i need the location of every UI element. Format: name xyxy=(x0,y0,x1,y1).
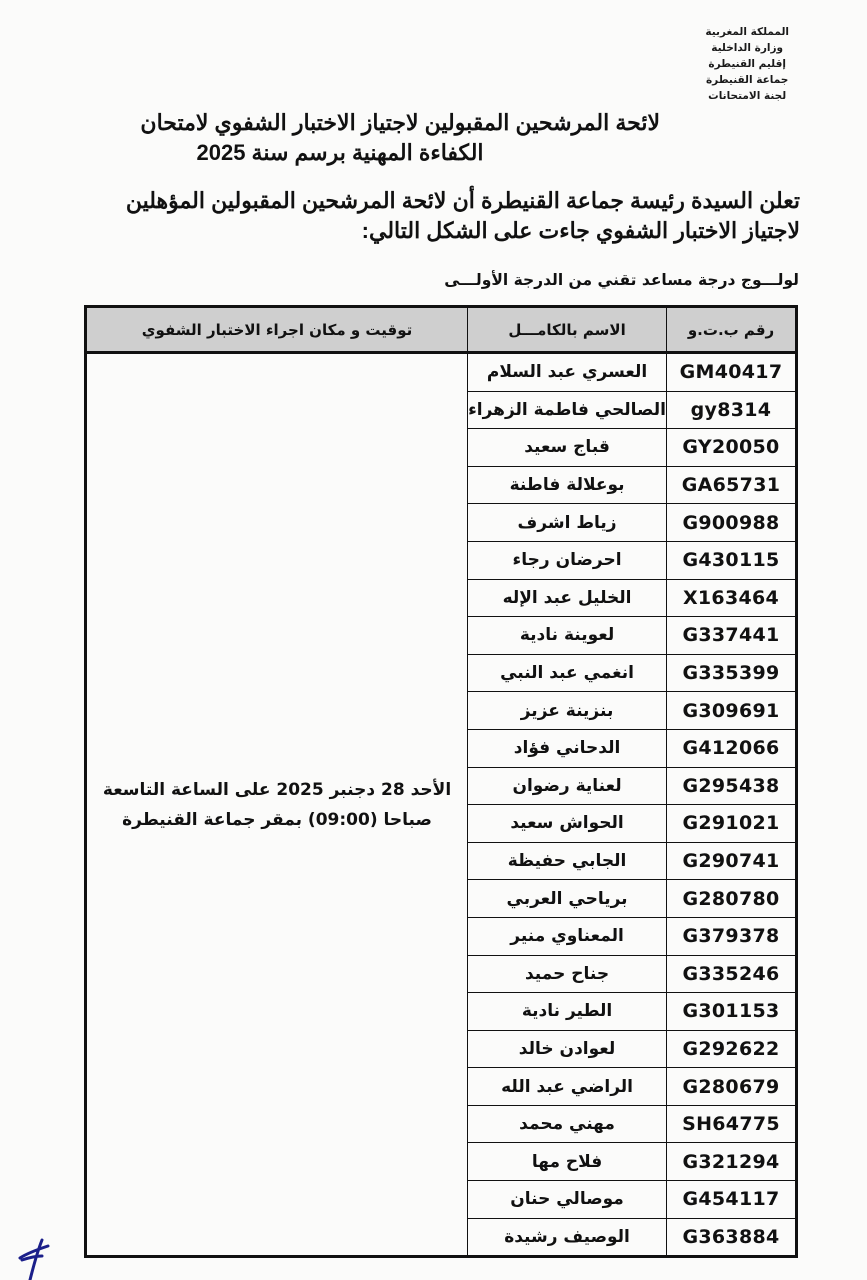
candidate-name: لعوينة نادية xyxy=(468,617,667,655)
candidate-id: gy8314 xyxy=(667,391,797,429)
letterhead xyxy=(705,24,789,104)
candidate-name: لعوادن خالد xyxy=(468,1030,667,1068)
candidate-name: انغمي عبد النبي xyxy=(468,654,667,692)
candidate-id: G290741 xyxy=(667,842,797,880)
candidate-name: الجابي حفيظة xyxy=(468,842,667,880)
exam-schedule-line-2: صباحا (09:00) بمقر جماعة القنيطرة xyxy=(122,809,432,830)
candidate-name: لعناية رضوان xyxy=(468,767,667,805)
title-line-2: الكفاءة المهنية برسم سنة 2025 xyxy=(196,140,484,165)
candidates-table xyxy=(84,305,798,1258)
announcement-text xyxy=(110,186,800,246)
candidate-name: الراضي عبد الله xyxy=(468,1068,667,1106)
candidate-name: قباج سعيد xyxy=(468,429,667,467)
candidate-name: بوعلالة فاطنة xyxy=(468,466,667,504)
letterhead-province: إقليم القنيطرة xyxy=(708,58,786,70)
header-schedule: توقيت و مكان اجراء الاختبار الشفوي xyxy=(86,307,468,353)
table-header-row xyxy=(86,307,797,353)
candidate-id: G291021 xyxy=(667,805,797,843)
candidate-id: X163464 xyxy=(667,579,797,617)
candidate-id: G301153 xyxy=(667,993,797,1031)
exam-schedule-cell xyxy=(86,353,468,1257)
candidate-id: G363884 xyxy=(667,1218,797,1257)
candidate-id: SH64775 xyxy=(667,1105,797,1143)
candidate-name: الحواش سعيد xyxy=(468,805,667,843)
candidate-id: G321294 xyxy=(667,1143,797,1181)
candidate-id: G454117 xyxy=(667,1181,797,1219)
candidate-id: G337441 xyxy=(667,617,797,655)
candidate-id: G280679 xyxy=(667,1068,797,1106)
candidate-id: G295438 xyxy=(667,767,797,805)
candidate-name: جناح حميد xyxy=(468,955,667,993)
candidate-name: احرضان رجاء xyxy=(468,541,667,579)
candidate-id: GM40417 xyxy=(667,353,797,392)
candidate-name: الطير نادية xyxy=(468,993,667,1031)
candidate-name: برياحي العربي xyxy=(468,880,667,918)
candidate-id: G309691 xyxy=(667,692,797,730)
signature-icon xyxy=(14,1238,54,1280)
candidate-name: الخليل عبد الإله xyxy=(468,579,667,617)
header-name: الاسم بالكامـــل xyxy=(468,307,667,353)
candidate-name: زياط اشرف xyxy=(468,504,667,542)
letterhead-kingdom: المملكة المغربية xyxy=(705,26,789,38)
letterhead-commune: جماعة القنيطرة xyxy=(705,74,789,86)
candidate-name: موصالي حنان xyxy=(468,1181,667,1219)
candidate-id: G335399 xyxy=(667,654,797,692)
candidate-id: G292622 xyxy=(667,1030,797,1068)
candidate-id: G412066 xyxy=(667,729,797,767)
announcement-line-1: تعلن السيدة رئيسة جماعة القنيطرة أن لائحة المرشحين المقبولين المؤهلين xyxy=(125,188,800,213)
grade-heading: لولـــوج درجة مساعد تقني من الدرجة الأولـــى xyxy=(444,271,799,289)
letterhead-committee: لجنة الامتحانات xyxy=(708,90,787,102)
announcement-line-2: لاجتياز الاختبار الشفوي جاءت على الشكل التالي: xyxy=(361,218,800,243)
candidate-name: فلاح مها xyxy=(468,1143,667,1181)
table-body xyxy=(86,353,797,1257)
candidate-id: G900988 xyxy=(667,504,797,542)
candidate-id: GY20050 xyxy=(667,429,797,467)
header-id: رقم ب.ت.و xyxy=(667,307,797,353)
candidate-name: الوصيف رشيدة xyxy=(468,1218,667,1257)
candidate-name: العسري عبد السلام xyxy=(468,353,667,392)
candidate-id: G280780 xyxy=(667,880,797,918)
title-line-1: لائحة المرشحين المقبولين لاجتياز الاختبار الشفوي لامتحان xyxy=(140,110,660,135)
candidate-id: GA65731 xyxy=(667,466,797,504)
candidate-name: الدحاني فؤاد xyxy=(468,729,667,767)
candidate-name: الصالحي فاطمة الزهراء xyxy=(468,391,667,429)
candidate-name: مهني محمد xyxy=(468,1105,667,1143)
table-row xyxy=(86,353,797,392)
candidate-id: G430115 xyxy=(667,541,797,579)
document-title xyxy=(110,108,660,168)
exam-schedule-line-1: الأحد 28 دجنبر 2025 على الساعة التاسعة xyxy=(102,779,452,800)
candidate-name: المعناوي منير xyxy=(468,917,667,955)
letterhead-ministry: وزارة الداخلية xyxy=(711,42,784,54)
candidate-name: بنزينة عزيز xyxy=(468,692,667,730)
candidate-id: G335246 xyxy=(667,955,797,993)
candidate-id: G379378 xyxy=(667,917,797,955)
